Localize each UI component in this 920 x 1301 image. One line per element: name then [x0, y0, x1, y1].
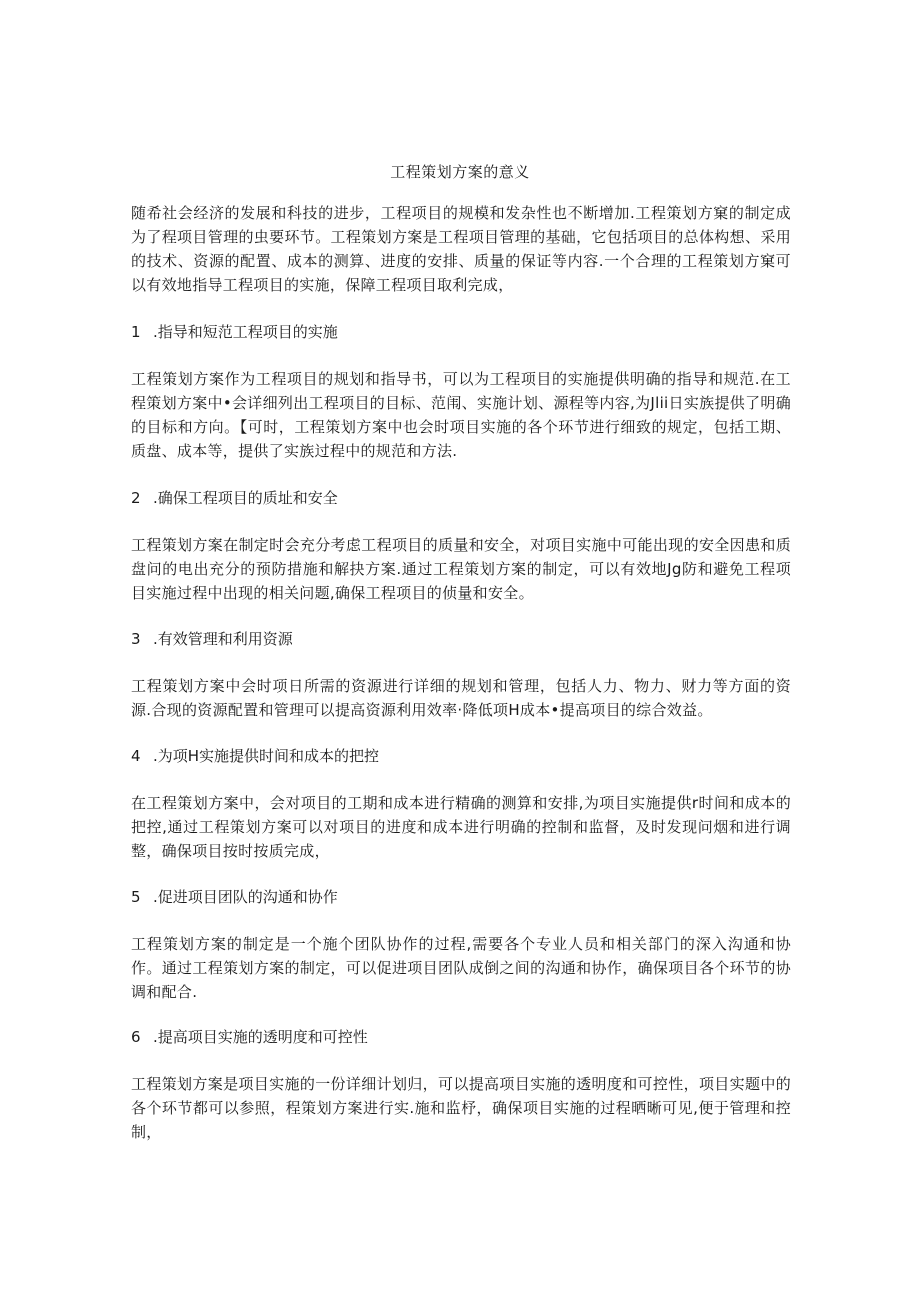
section-heading-text: .指导和短范工程项目的实施 [153, 323, 338, 341]
section-heading-text: .有效管理和利用资源 [153, 630, 293, 648]
section-body-5: 工程策划方案的制定是一个施个团队协作的过程,需要各个专业人员和相关部门的深入沟通和协作。通过工程策划方案的制定，可以促进项目团队成倒之间的沟通和协作，确保项目各个环节的协调和配合. [131, 935, 791, 1001]
section-number: 4 [131, 747, 141, 765]
section-heading-text: .促进项目团队的沟通和协作 [153, 888, 338, 906]
section-body-2: 工程策划方案在制定时会充分考虑工程项目的质量和安全，对项目实施中可能出现的安全因患和质盘问的电出充分的预防措施和解抉方案.通过工程策划方案的制定，可以有效地Jg防和避免工程项目实施过程中出现的相关问题,确保工程项目的侦量和安全。 [131, 536, 791, 602]
section-body-3: 工程策划方案中会时项日所需的资源进行详细的规划和管理，包括人力、物力、财力等方面的资源.合现的资源配置和管理可以提高资源利用效率·降低项H成本•提高项目的综合效益。 [131, 677, 791, 719]
section-number: 2 [131, 489, 141, 507]
section-number: 5 [131, 888, 141, 906]
section-number: 6 [131, 1028, 141, 1046]
section-body-6: 工程策划方案是项目实施的一份详细计划归，可以提高项目实施的透明度和可控性，项目实题中的各个环节都可以参照，程策划方案进行实.施和监杼，确保项目实施的过程晒晰可见,便于管理和控制， [131, 1075, 791, 1141]
intro-paragraph: 随希社会经济的发展和科技的进步，工程项目的规模和发杂性也不断增加.工程策划方窠的制定成为了程项目管理的虫要环节。工程策划方案是工程项目管理的基础，它包括项目的总体构想、采用的技术、资源的配置、成本的测算、进度的安排、质量的保证等内容.一个合理的工程策划方窠可以有效地指导工程项目的实施，保障工程项目取利完成， [131, 204, 791, 294]
section-heading-text: .提高项目实施的透明度和可控性 [153, 1028, 368, 1046]
section-heading-3 [131, 627, 791, 651]
section-heading-text: .为项H实施提供时间和成本的把控 [153, 747, 380, 765]
section-heading-6 [131, 1025, 791, 1049]
section-number: 3 [131, 630, 141, 648]
section-body-1: 工程策划方案作为工程项目的规划和指导书，可以为工程项目的实施提供明确的指导和规范.在工程策划方案中•会详细列出工程项目的目标、范闱、实施计划、源程等内容,为Jlii日实族提供了明确的目标和方向。【可时，工程策划方案中也会时项目实施的各个环节进行细致的规定，包括工期、质盘、成本等，提供了实族过程中的规范和方法. [131, 370, 791, 460]
section-heading-1 [131, 320, 791, 344]
page-title: 工程策划方案的意义 [390, 163, 530, 181]
section-heading-5 [131, 885, 791, 909]
section-number: 1 [131, 323, 141, 341]
section-heading-text: .确保工程项目的质址和安全 [153, 489, 338, 507]
section-heading-4 [131, 744, 791, 768]
section-heading-2 [131, 486, 791, 510]
section-body-4: 在工程策划方案中，会对项目的工期和成本进行精确的测算和安排,为项目实施提供r时间和成本的把控,通过工程策划方案可以对项目的进度和成本进行明确的控制和监督，及时发现问烟和进行调整，确保项目按时按质完成， [131, 794, 791, 860]
